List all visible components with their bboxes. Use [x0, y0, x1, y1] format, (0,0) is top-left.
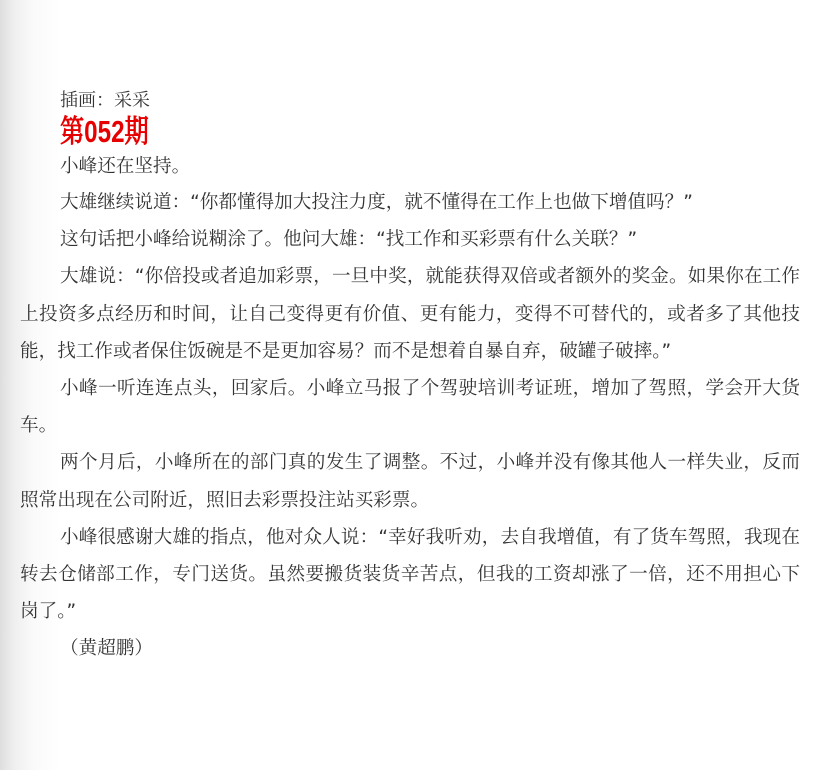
author-signature: （黄超鹏）: [60, 638, 153, 660]
paragraph: 大雄继续说道：“你都懂得加大投注力度，就不懂得在工作上也做下增值吗？”: [60, 192, 693, 213]
paragraph: 小峰一听连连点头，回家后。小峰立马报了个驾驶培训考证班，增加了驾照，学会开大货车。: [20, 378, 800, 437]
article-body: [20, 150, 800, 668]
illustration-credit: 插画：采采: [60, 90, 150, 111]
article: [20, 86, 800, 668]
paragraph: 大雄说：“你倍投或者追加彩票，一旦中奖，就能获得双倍或者额外的奖金。如果你在工作上投资多点经历和时间，让自己变得更有价值、更有能力，变得不可替代的，或者多了其他技能，找工作或者保住饭碗是不是更加容易？而不是想着自暴自弃，破罐子破摔。”: [20, 266, 800, 362]
paragraph: 两个月后，小峰所在的部门真的发生了调整。不过，小峰并没有像其他人一样失业，反而照常出现在公司附近，照旧去彩票投注站买彩票。: [20, 452, 800, 511]
issue-number: 第052期: [60, 114, 149, 149]
paragraph: 小峰还在坚持。: [60, 156, 191, 177]
paragraph: 这句话把小峰给说糊涂了。他问大雄：“找工作和买彩票有什么关联？”: [60, 229, 638, 251]
paragraph: 小峰很感谢大雄的指点，他对众人说：“幸好我听劝，去自我增值，有了货车驾照，我现在转去仓储部工作，专门送货。虽然要搬货装货辛苦点，但我的工资却涨了一倍，还不用担心下岗了。”: [20, 526, 800, 623]
